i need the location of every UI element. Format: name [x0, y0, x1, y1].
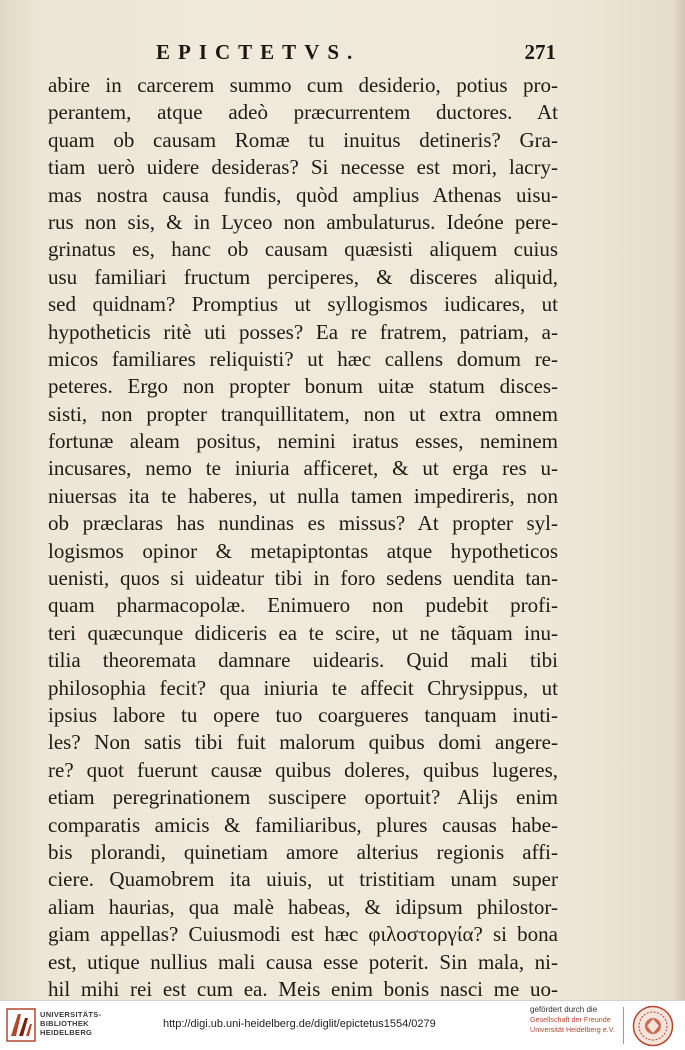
- text-line: tiam uerò uidere desideras? Si necesse est mori, lacry-: [48, 155, 558, 180]
- text-line: etiam peregrinationem suscipere oportuit? Alijs enim: [48, 785, 558, 810]
- text-line: re? quot fuerunt causæ quibus doleres, quibus lugeres,: [48, 757, 558, 782]
- text-line: logismos opinor & metapiptontas atque hypotheticos: [48, 538, 558, 563]
- page-number: 271: [524, 40, 556, 64]
- running-head: [48, 40, 556, 70]
- sponsor-label: gefördert durch die: [530, 1005, 598, 1014]
- text-line: philosophia fecit? qua iniuria te affecit Chrysippus, ut: [48, 675, 558, 700]
- text-line: aliam haurias, qua malè habeas, & idipsum philostor-: [48, 894, 558, 919]
- text-line: uenisti, quos si uideatur tibi in foro sedens uendita tan-: [48, 566, 558, 591]
- text-line: les? Non satis tibi fuit malorum quibus domi angere-: [48, 730, 558, 755]
- text-line: teri quæcunque didiceris ea te scire, ut ne tãquam inu-: [48, 620, 558, 645]
- sponsor-note: [530, 1004, 622, 1035]
- text-line: sisti, non propter tranquillitatem, non ut extra omnem: [48, 401, 558, 426]
- sponsor-org-line: Universität Heidelberg e.V.: [530, 1025, 615, 1034]
- text-line: perantem, atque adeò præcurrentem ductores. At: [48, 100, 558, 125]
- text-line: rus non sis, & in Lyceo non ambulaturus. Ideóne pere-: [48, 209, 558, 234]
- text-line: niuersas ita te haberes, ut nulla tamen impedireris, non: [48, 483, 558, 508]
- text-line: quam ob causam Romæ tu inuitus detineris? Gra-: [48, 127, 558, 152]
- text-line: tilia theoremata damnare uidearis. Quid mali tibi: [48, 648, 558, 673]
- text-line: ciere. Quamobrem ita uiuis, ut tristitiam unam super: [48, 867, 558, 892]
- text-line: hypotheticis ritè uti posses? Ea re fratrem, patriam, a-: [48, 319, 558, 344]
- body-text: [48, 72, 558, 1000]
- permalink-url[interactable]: http://digi.ub.uni-heidelberg.de/diglit/epictetus1554/0279: [163, 1018, 436, 1030]
- society-seal-icon: [632, 1005, 674, 1047]
- text-line: giam appellas? Cuiusmodi est hæc φιλοστοργία? si bona: [48, 922, 558, 947]
- text-line: usu familiari fructum perciperes, & disceres aliquid,: [48, 264, 558, 289]
- text-line: micos familiares reliquisti? ut hæc callens domum re-: [48, 346, 558, 371]
- text-line: ob præclaras has nundinas es missus? At propter syl-: [48, 511, 558, 536]
- sponsor-org-line: Gesellschaft der Freunde: [530, 1015, 611, 1024]
- text-line: sed quidnam? Promptius ut syllogismos iudicares, ut: [48, 292, 558, 317]
- text-line: comparatis amicis & familiaribus, plures causas habe-: [48, 812, 558, 837]
- viewer-footer: [0, 1000, 685, 1050]
- university-library-logo-icon: [6, 1008, 36, 1042]
- library-name: UNIVERSITÄTS- BIBLIOTHEK HEIDELBERG: [40, 1010, 102, 1037]
- text-line: hil mihi rei est cum ea. Meis enim bonis nasci me uo-: [48, 976, 558, 1000]
- text-line: grinatus es, hanc ob causam quæsisti aliquem cuius: [48, 237, 558, 262]
- text-line: incusares, nemo te iniuria afficeret, & ut erga res u-: [48, 456, 558, 481]
- footer-divider: [623, 1007, 624, 1044]
- text-line: abire in carcerem summo cum desiderio, potius pro-: [48, 73, 558, 97]
- text-line: peteres. Ergo non propter bonum uitæ statum disces-: [48, 374, 558, 399]
- text-line: ipsius labore tu opere tuo coargueres tanquam inuti-: [48, 702, 558, 727]
- text-line: fortunæ aleam positus, nemini iratus esses, neminem: [48, 429, 558, 454]
- text-line: est, utique nullius mali causa esse poterit. Sin mala, ni-: [48, 949, 558, 974]
- text-line: quam pharmacopolæ. Enimuero non pudebit profi-: [48, 593, 558, 618]
- running-title: EPICTETVS.: [156, 40, 361, 64]
- text-line: mas nostra causa fundis, quòd amplius Athenas uisu-: [48, 182, 558, 207]
- text-line: bis plorandi, quinetiam amore alterius regionis affi-: [48, 839, 558, 864]
